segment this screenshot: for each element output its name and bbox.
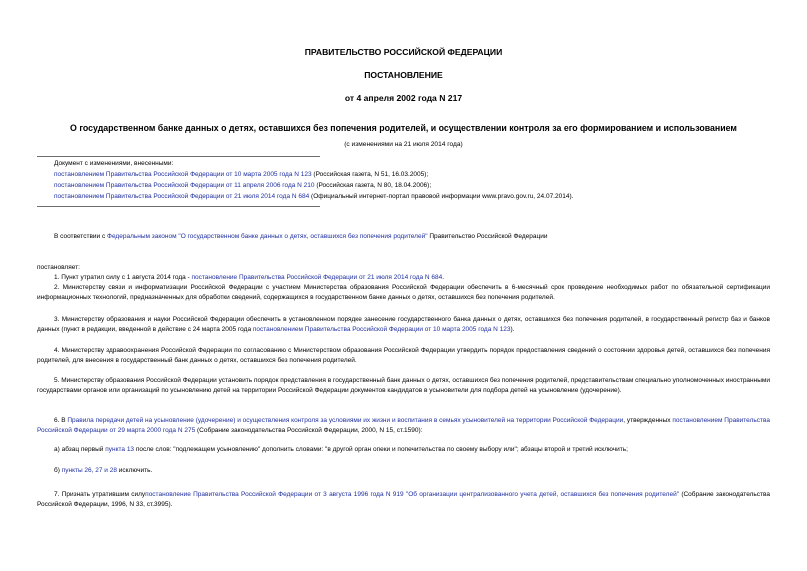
- p6-resolution-link[interactable]: постановлением Правительства Российской Федерации от 29 марта 2000 года N 275: [37, 417, 770, 434]
- revision-note: (с изменениями на 21 июля 2014 года): [344, 141, 463, 148]
- paragraph-4: 4. Министерству здравоохранения Российской Федерации по согласованию с Министерством образования Российской Федерации утвердить порядок предоставления сведений о состоянии здоровья детей, оставшихся без попечения родителей, для внесения в государственный банк данных о детях, оставшихся без попечения родителей.: [37, 347, 770, 364]
- paragraph-1: 1. Пункт утратил силу с 1 августа 2014 года - постановление Правительства Российской Федерации от 21 июля 2014 года N 684.: [54, 274, 445, 281]
- amendment-link[interactable]: постановлением Правительства Российской Федерации от 11 апреля 2006 года N 210: [54, 182, 315, 189]
- document-title: О государственном банке данных о детях, оставшихся без попечения родителей, и осуществлении контроля за его формированием и использованием: [70, 123, 737, 133]
- p1-link[interactable]: постановление Правительства Российской Федерации от 21 июля 2014 года N 684: [191, 274, 443, 281]
- paragraph-5: 5. Министерству образования Российской Федерации установить порядок представления в государственный банк данных о детях, оставшихся без попечения родителей, представительствам специально уполномоченных иностранными государствами органов или организаций по усыновлению детей на территории Российской Федерации документов кандидатов в усыновители для подбора детей на усыновление (удочерение).: [37, 377, 770, 394]
- amendments-intro: Документ с изменениями, внесенными:: [54, 160, 174, 167]
- rules-link[interactable]: Правила передачи детей на усыновление (удочерение) и осуществления контроля за условиями их жизни и воспитания в семьях усыновителей на территории Российской Федерации: [67, 417, 624, 424]
- amendment-item: постановлением Правительства Российской Федерации от 21 июля 2014 года N 684 (Официальный интернет-портал правовой информации www.pravo.gov.ru, 24.07.2014).: [54, 193, 574, 200]
- amendment-link[interactable]: постановлением Правительства Российской Федерации от 21 июля 2014 года N 684: [54, 193, 310, 200]
- amendments-top-divider: [37, 156, 320, 157]
- government-heading: ПРАВИТЕЛЬСТВО РОССИЙСКОЙ ФЕДЕРАЦИИ: [304, 47, 503, 57]
- preamble: В соответствии с Федеральным законом "О государственном банке данных о детях, оставшихся без попечения родителей" Правительство Российской Федерации: [54, 233, 548, 240]
- item-13-link[interactable]: пункта 13: [105, 446, 135, 453]
- amendment-link[interactable]: постановлением Правительства Российской Федерации от 10 марта 2005 года N 123: [54, 171, 312, 178]
- amendment-item: постановлением Правительства Российской Федерации от 11 апреля 2006 года N 210 (Российская газета, N 80, 18.04.2006);: [54, 182, 432, 189]
- document-type: ПОСТАНОВЛЕНИЕ: [364, 70, 443, 80]
- items-26-28-link[interactable]: пункты 26, 27 и 28: [61, 467, 117, 474]
- paragraph-3: 3. Министерству образования и науки Российской Федерации обеспечить в установленном порядке занесение государственного банка данных о детях, оставшихся без попечения родителей, в государственный регистр баз и банков данных (пункт в редакции, введенной в действие с 24 марта 2005 года постановлением Правительства Российской Федерации от 10 марта 2005 года N 123).: [37, 316, 770, 333]
- federal-law-link[interactable]: Федеральным законом "О государственном банке данных о детях, оставшихся без попечения родителей": [107, 233, 428, 240]
- subparagraph-b: б) пункты 26, 27 и 28 исключить.: [54, 467, 153, 474]
- paragraph-2: 2. Министерству связи и информатизации Российской Федерации с участием Министерства образования Российской Федерации обеспечить в 6-месячный срок проведение необходимых работ по обязательной сертификации информационных технологий, предназначенных для обработки сведений, содержащихся в государственном банке данных о детях, оставшихся без попечения родителей.: [37, 284, 770, 301]
- paragraph-7: 7. Признать утратившим силупостановление Правительства Российской Федерации от 3 августа 1996 года N 919 "Об организации централизованного учета детей, оставшихся без попечения родителей" (Собрание законодательства Российской Федерации, 1996, N 33, ст.3995).: [37, 491, 771, 508]
- p3-link[interactable]: постановлением Правительства Российской Федерации от 10 марта 2005 года N 123: [252, 326, 511, 333]
- p7-link[interactable]: постановление Правительства Российской Федерации от 3 августа 1996 года N 919 "Об организации централизованного учета детей, оставшихся без попечения родителей": [145, 491, 680, 498]
- document-date-number: от 4 апреля 2002 года N 217: [344, 93, 463, 103]
- amendments-bottom-divider: [37, 206, 320, 207]
- subparagraph-a: а) абзац первый пункта 13 после слов: "подлежащем усыновлению" дополнить словами: "в другой орган опеки и попечительства по своему выбору или"; абзацы второй и третий исключить;: [54, 446, 628, 453]
- paragraph-6: 6. В Правила передачи детей на усыновление (удочерение) и осуществления контроля за условиями их жизни и воспитания в семьях усыновителей на территории Российской Федерации, утвержденных постановлением Правительства Российской Федерации от 29 марта 2000 года N 275 (Собрание законодательства Российской Федерации, 2000, N 15, ст.1590):: [37, 417, 770, 434]
- resolves-word: постановляет:: [37, 264, 80, 271]
- amendment-item: постановлением Правительства Российской Федерации от 10 марта 2005 года N 123 (Российская газета, N 51, 16.03.2005);: [54, 171, 429, 178]
